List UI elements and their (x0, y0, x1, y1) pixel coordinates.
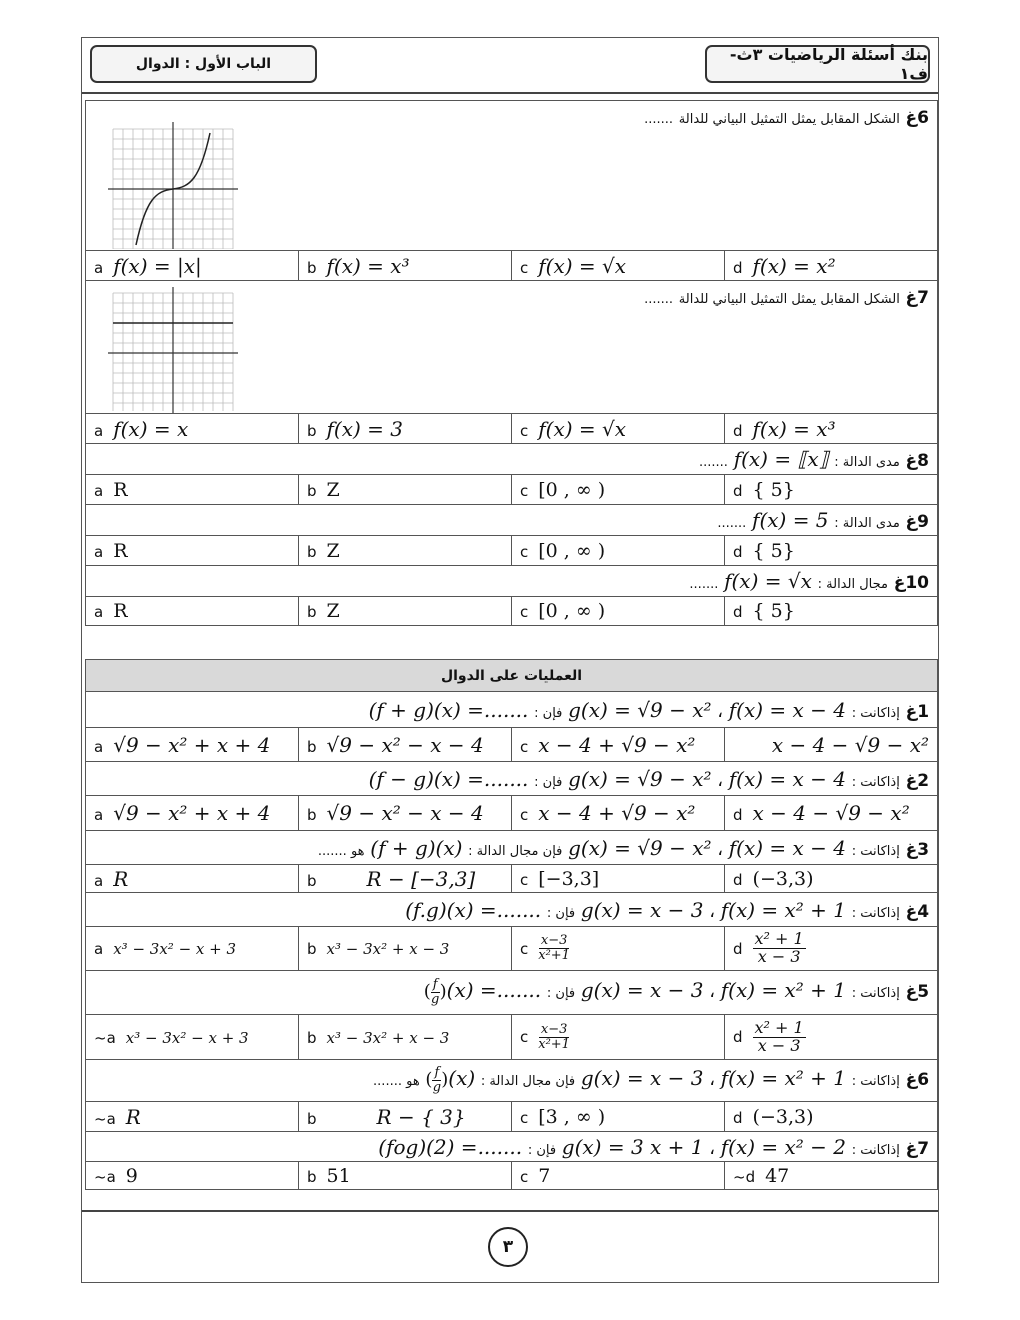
option-b[interactable]: b f(x) = x³ (299, 251, 512, 281)
graph-constant (108, 285, 238, 413)
ops-question-4-options (86, 927, 938, 971)
question-9-options (86, 536, 938, 566)
option-c[interactable]: c [0 , ∞ ) (512, 536, 725, 566)
option-d[interactable]: d f(x) = x³ (725, 414, 938, 444)
graph-cubic (108, 119, 238, 249)
option-d[interactable]: ~d 47 (725, 1162, 938, 1190)
page-number: ٣ (488, 1227, 528, 1267)
option-b[interactable]: b R − [−3,3] (299, 865, 512, 893)
ops-question-2-options (86, 796, 938, 831)
option-c[interactable]: c x − 4 + √9 − x² (512, 728, 725, 762)
question-7-row: 7غ الشكل المقابل يمثل التمثيل البياني للدالة ....... (86, 281, 938, 414)
option-a[interactable]: a R (86, 475, 299, 505)
option-a[interactable]: a R (86, 597, 299, 626)
chapter-title: الباب الأول : الدوال (90, 45, 317, 83)
question-9-row: 9غ مدى الدالة : f(x) = 5 ....... (86, 505, 938, 536)
section-title: العمليات على الدوال (86, 660, 938, 692)
ops-question-1-options (86, 728, 938, 762)
option-c[interactable]: c [0 , ∞ ) (512, 475, 725, 505)
option-c[interactable]: c $\frac{x-3}{\text{x²+1}}$ (512, 927, 725, 971)
question-6-options (86, 251, 938, 281)
ops-question-1-row: 1غ إذاكانت : f(x) = x − 4 ، g(x) = √9 − x² فإن : (f + g)(x) =....... (86, 692, 938, 728)
question-7-options (86, 414, 938, 444)
option-b[interactable]: b √9 − x² − x − 4 (299, 796, 512, 831)
ops-question-7-row: 7غ إذاكانت : f(x) = x² − 2 ، g(x) = 3 x + 1 فإن : (fog)(2) =....... (86, 1132, 938, 1162)
option-a[interactable]: a R (86, 865, 299, 893)
option-b[interactable]: b x³ − 3x² + x − 3 (299, 1015, 512, 1060)
question-number: 7غ (905, 288, 930, 308)
question-8-options (86, 475, 938, 505)
option-c[interactable]: c [0 , ∞ ) (512, 597, 725, 626)
option-b[interactable]: b √9 − x² − x − 4 (299, 728, 512, 762)
ops-question-3-row: 3غ إذاكانت : f(x) = x − 4 ، g(x) = √9 − x² فإن مجال الدالة : (f + g)(x) هو ....... (86, 831, 938, 865)
questions-table-1 (85, 100, 938, 626)
ops-question-2-row: 2غ إذاكانت : f(x) = x − 4 ، g(x) = √9 − x² فإن : (f − g)(x) =....... (86, 762, 938, 796)
option-c[interactable]: c 7 (512, 1162, 725, 1190)
option-c[interactable]: c x − 4 + √9 − x² (512, 796, 725, 831)
option-d[interactable]: d { 5} (725, 536, 938, 566)
option-b[interactable]: b 51 (299, 1162, 512, 1190)
option-b[interactable]: b Z (299, 536, 512, 566)
question-text: الشكل المقابل يمثل التمثيل البياني للدالة (678, 112, 900, 127)
footer-divider (82, 1210, 938, 1212)
option-a[interactable]: a R (86, 536, 299, 566)
question-number: 6غ (905, 108, 930, 128)
option-a[interactable]: ~a R (86, 1102, 299, 1132)
option-c[interactable]: c $\frac{x-3}{\text{x²+1}}$ (512, 1015, 725, 1060)
option-d[interactable]: d { 5} (725, 475, 938, 505)
option-a[interactable]: a √9 − x² + x + 4 (86, 796, 299, 831)
option-d[interactable]: d (−3,3) (725, 1102, 938, 1132)
page-frame (81, 37, 939, 1283)
option-d[interactable]: d $\frac{\text{x² + 1}}{x - 3}$ (725, 1015, 938, 1060)
option-b[interactable]: b f(x) = 3 (299, 414, 512, 444)
header-divider (82, 92, 938, 94)
question-6-row: 6غ الشكل المقابل يمثل التمثيل البياني للدالة ....... (86, 101, 938, 251)
question-10-row: 10غ مجال الدالة : f(x) = √x ....... (86, 566, 938, 597)
option-c[interactable]: c [3 , ∞ ) (512, 1102, 725, 1132)
questions-table-2 (85, 659, 938, 1190)
option-a[interactable]: ~a x³ − 3x² − x + 3 (86, 1015, 299, 1060)
option-d[interactable]: d f(x) = x² (725, 251, 938, 281)
option-d[interactable]: d $\frac{\text{x² + 1}}{x - 3}$ (725, 927, 938, 971)
question-10-options (86, 597, 938, 626)
ops-question-4-row: 4غ إذاكانت : f(x) = x² + 1 ، g(x) = x − 3 فإن : (f.g)(x) =....... (86, 893, 938, 927)
option-b[interactable]: b Z (299, 597, 512, 626)
option-c[interactable]: c f(x) = √x (512, 414, 725, 444)
option-b[interactable]: b Z (299, 475, 512, 505)
option-d[interactable]: d (−3,3) (725, 865, 938, 893)
option-c[interactable]: c f(x) = √x (512, 251, 725, 281)
option-a[interactable]: a x³ − 3x² − x + 3 (86, 927, 299, 971)
option-a[interactable]: a f(x) = x (86, 414, 299, 444)
ops-question-5-options (86, 1015, 938, 1060)
ops-question-5-row: 5غ إذاكانت : f(x) = x² + 1 ، g(x) = x − 3 فإن : ( $\frac{f}{g}$ )(x) =....... (86, 971, 938, 1015)
bank-title: بنك أسئلة الرياضيات ٣ث-ف١ (705, 45, 930, 83)
option-a[interactable]: a √9 − x² + x + 4 (86, 728, 299, 762)
option-d[interactable]: d x − 4 − √9 − x² (725, 796, 938, 831)
option-c[interactable]: c [−3,3] (512, 865, 725, 893)
option-a[interactable]: ~a 9 (86, 1162, 299, 1190)
option-d[interactable]: x − 4 − √9 − x² (725, 728, 938, 762)
option-d[interactable]: d { 5} (725, 597, 938, 626)
ops-question-3-options (86, 865, 938, 893)
option-a[interactable]: a f(x) = |x| (86, 251, 299, 281)
question-8-row: 8غ مدى الدالة : f(x) = ⟦x⟧ ....... (86, 444, 938, 475)
option-b[interactable]: b x³ − 3x² + x − 3 (299, 927, 512, 971)
ops-question-7-options (86, 1162, 938, 1190)
question-text: الشكل المقابل يمثل التمثيل البياني للدالة (678, 292, 900, 307)
ops-question-6-row: 6غ إذاكانت : f(x) = x² + 1 ، g(x) = x − 3 فإن مجال الدالة : ( $\frac{f}{g}$ )(x) هو ....... (86, 1060, 938, 1102)
ops-question-6-options (86, 1102, 938, 1132)
option-b[interactable]: b R − { 3} (299, 1102, 512, 1132)
